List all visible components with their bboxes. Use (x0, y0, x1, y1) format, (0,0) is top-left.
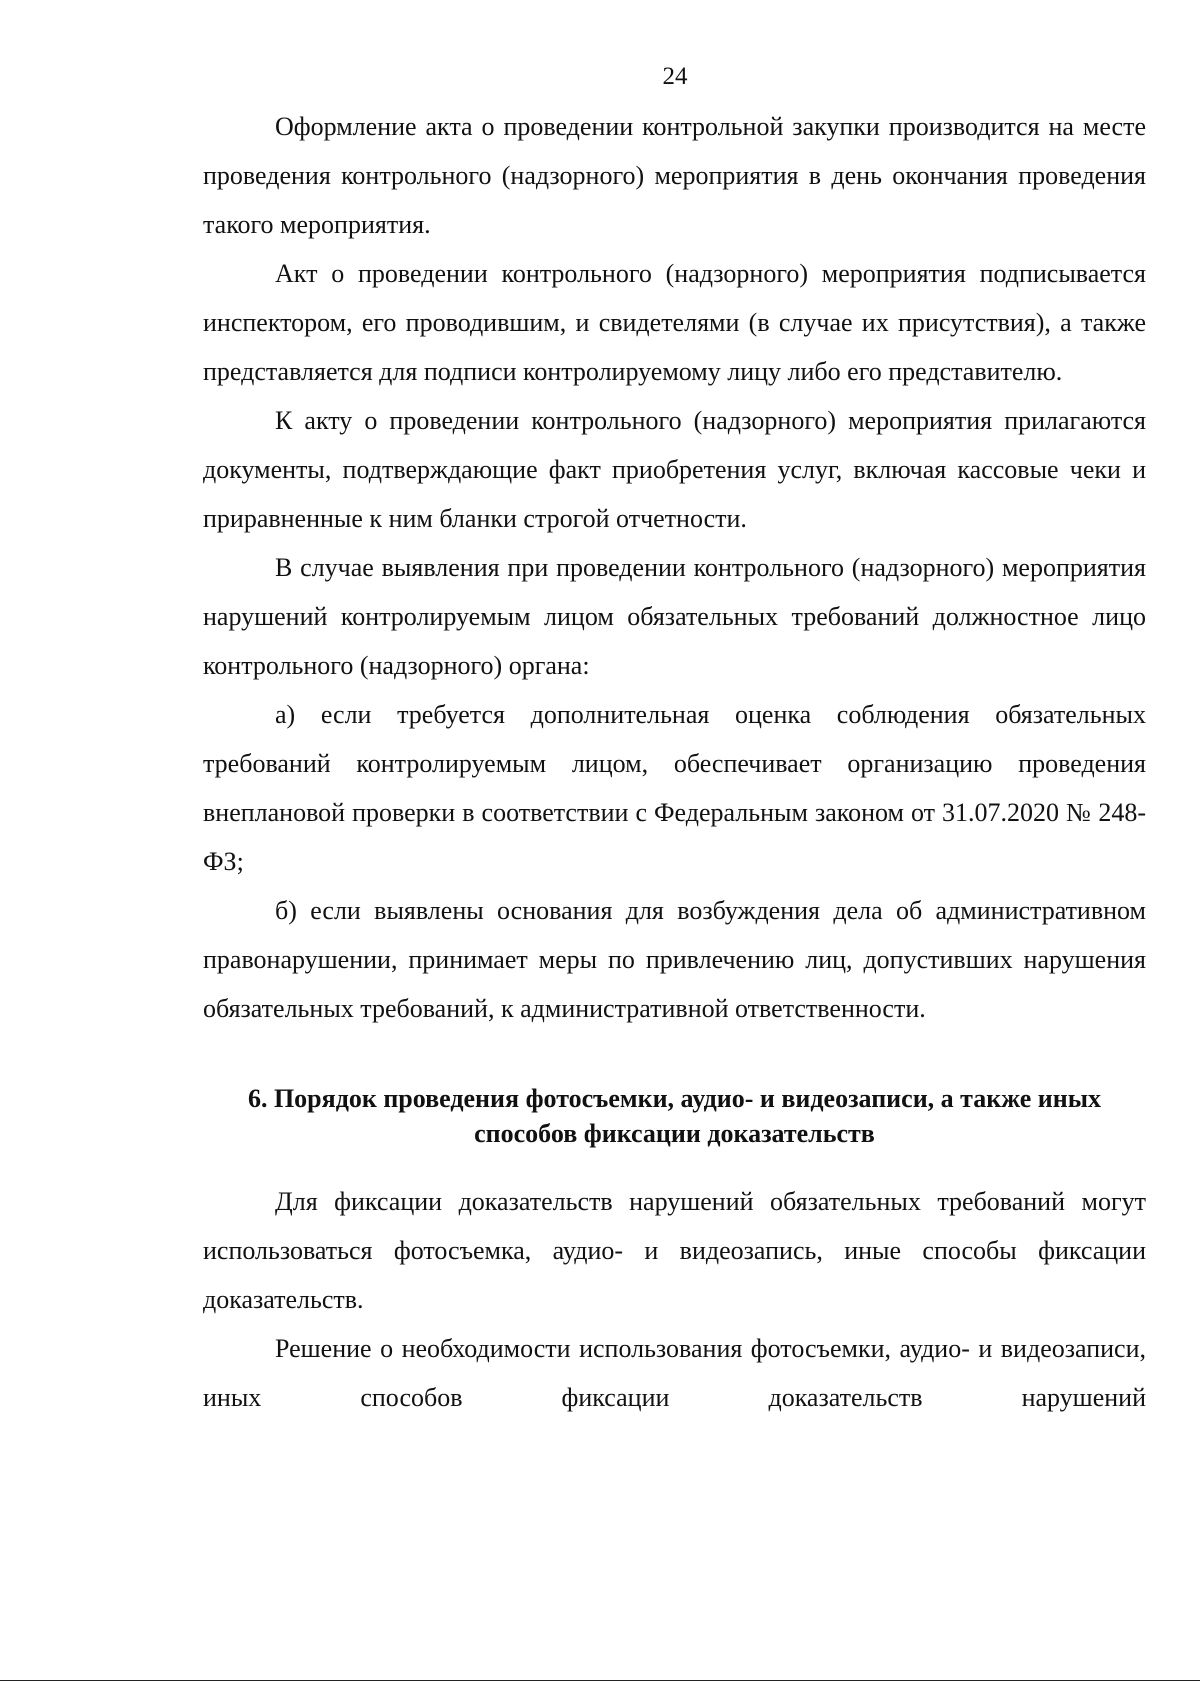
paragraph-act-signing: Акт о проведении контрольного (надзорного) мероприятия подписывается инспектором, его проводившим, и свидетелями (в случае их присутствия), а также представляется для подписи контролируемому лицу либо его представителю. (203, 259, 1146, 386)
paragraph-item-b: б) если выявлены основания для возбуждения дела об административном правонарушении, принимает меры по привлечению лиц, допустивших нарушения обязательных требований, к административной ответственности. (203, 896, 1146, 1023)
section-heading-line-2: способов фиксации доказательств (474, 1119, 875, 1148)
paragraph-act-attachments: К акту о проведении контрольного (надзорного) мероприятия прилагаются документы, подтверждающие факт приобретения услуг, включая кассовые чеки и приравненные к ним бланки строгой отчетности. (203, 406, 1146, 533)
paragraph-decision-evidence: Решение о необходимости использования фотосъемки, аудио- и видеозаписи, иных способов фиксации доказательств нарушений (203, 1334, 1146, 1412)
page-number: 24 (662, 63, 688, 90)
paragraph-violations-detected: В случае выявления при проведении контрольного (надзорного) мероприятия нарушений контролируемым лицом обязательных требований должностное лицо контрольного (надзорного) органа: (203, 553, 1146, 680)
bottom-divider (0, 1680, 1200, 1681)
paragraph-item-a: а) если требуется дополнительная оценка соблюдения обязательных требований контролируемым лицом, обеспечивает организацию проведения внеплановой проверки в соответствии с Федеральным законом от 31.07.2020 № 248-ФЗ; (203, 700, 1146, 876)
document-body (203, 102, 1146, 1422)
section-heading-line-1: 6. Порядок проведения фотосъемки, аудио- и видеозаписи, а также иных (247, 1084, 1102, 1113)
section-heading (203, 1081, 1146, 1151)
paragraph-control-purchase-act: Оформление акта о проведении контрольной закупки производится на месте проведения контрольного (надзорного) мероприятия в день окончания проведения такого мероприятия. (203, 112, 1146, 239)
paragraph-evidence-methods: Для фиксации доказательств нарушений обязательных требований могут использоваться фотосъемка, аудио- и видеозапись, иные способы фиксации доказательств. (203, 1187, 1146, 1314)
